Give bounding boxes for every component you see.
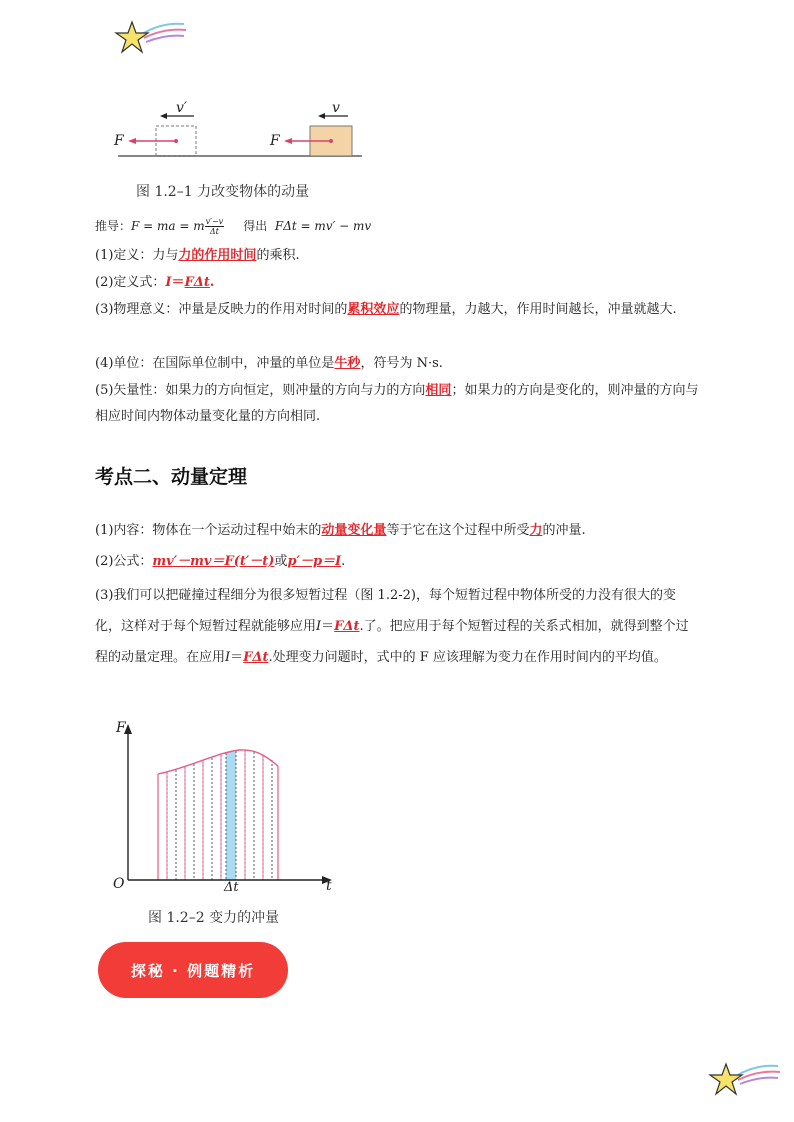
item-vector: (5)矢量性：如果力的方向恒定，则冲量的方向与力的方向相同；如果力的方向是变化的，则冲量的方向与相应时间内物体动量变化量的方向相同. — [95, 383, 699, 424]
item-definition: (1)定义：力与力的作用时间的乘积. — [95, 248, 300, 263]
label-v-prime: v′ — [176, 100, 188, 116]
example-section-button[interactable]: 探秘 · 例题精析 — [98, 942, 288, 998]
delta-t-label: Δt — [224, 880, 239, 895]
item-formula: (2)定义式：I＝FΔt. — [95, 275, 215, 290]
shooting-star-icon — [112, 16, 192, 60]
axis-F-label: F — [116, 720, 126, 736]
shooting-star-icon — [706, 1058, 786, 1102]
label-v: v — [332, 100, 340, 116]
label-F-right: F — [270, 133, 280, 149]
item-theorem-formula: (2)公式：mv′－mv＝F(t′－t)或p′－p＝I. — [95, 554, 346, 569]
item-content: (1)内容：物体在一个运动过程中始末的动量变化量等于它在这个过程中所受力的冲量. — [95, 523, 586, 538]
derivation-line: 推导：F = ma = m $\frac{v'-v}{\Delta t}$ 得出 FΔt = mv′ − mv — [95, 217, 372, 236]
figure-variable-force — [108, 716, 338, 896]
fraction: $\frac{v'-v}{\Delta t}$ — [205, 217, 224, 236]
figure-force-momentum — [110, 98, 370, 164]
highlight-strip — [226, 752, 236, 880]
item-variable-force: (3)我们可以把碰撞过程细分为很多短暂过程（图 1.2-2)，每个短暂过程中物体所受的力没有很大的变化，这样对于每个短暂过程就能够应用I＝FΔt.了。把应用于每个短暂过程的关系式相加，就得到整个过程的动量定理。在应用I＝FΔt.处理变力问题时，式中的 F 应该理解为变力在作用时间内的平均值。 — [95, 588, 689, 665]
section-heading: 考点二、动量定理 — [95, 466, 248, 488]
item-unit: (4)单位：在国际单位制中，冲量的单位是牛秒，符号为 N·s. — [95, 356, 443, 371]
item-meaning: (3)物理意义：冲量是反映力的作用对时间的累积效应的物理量，力越大，作用时间越长，冲量就越大. — [95, 302, 677, 317]
axis-t-label: t — [326, 878, 332, 894]
origin-label: O — [113, 876, 125, 892]
figure2-caption: 图 1.2–2 变力的冲量 — [148, 910, 280, 926]
figure1-caption: 图 1.2–1 力改变物体的动量 — [136, 184, 310, 200]
label-F-left: F — [114, 133, 124, 149]
